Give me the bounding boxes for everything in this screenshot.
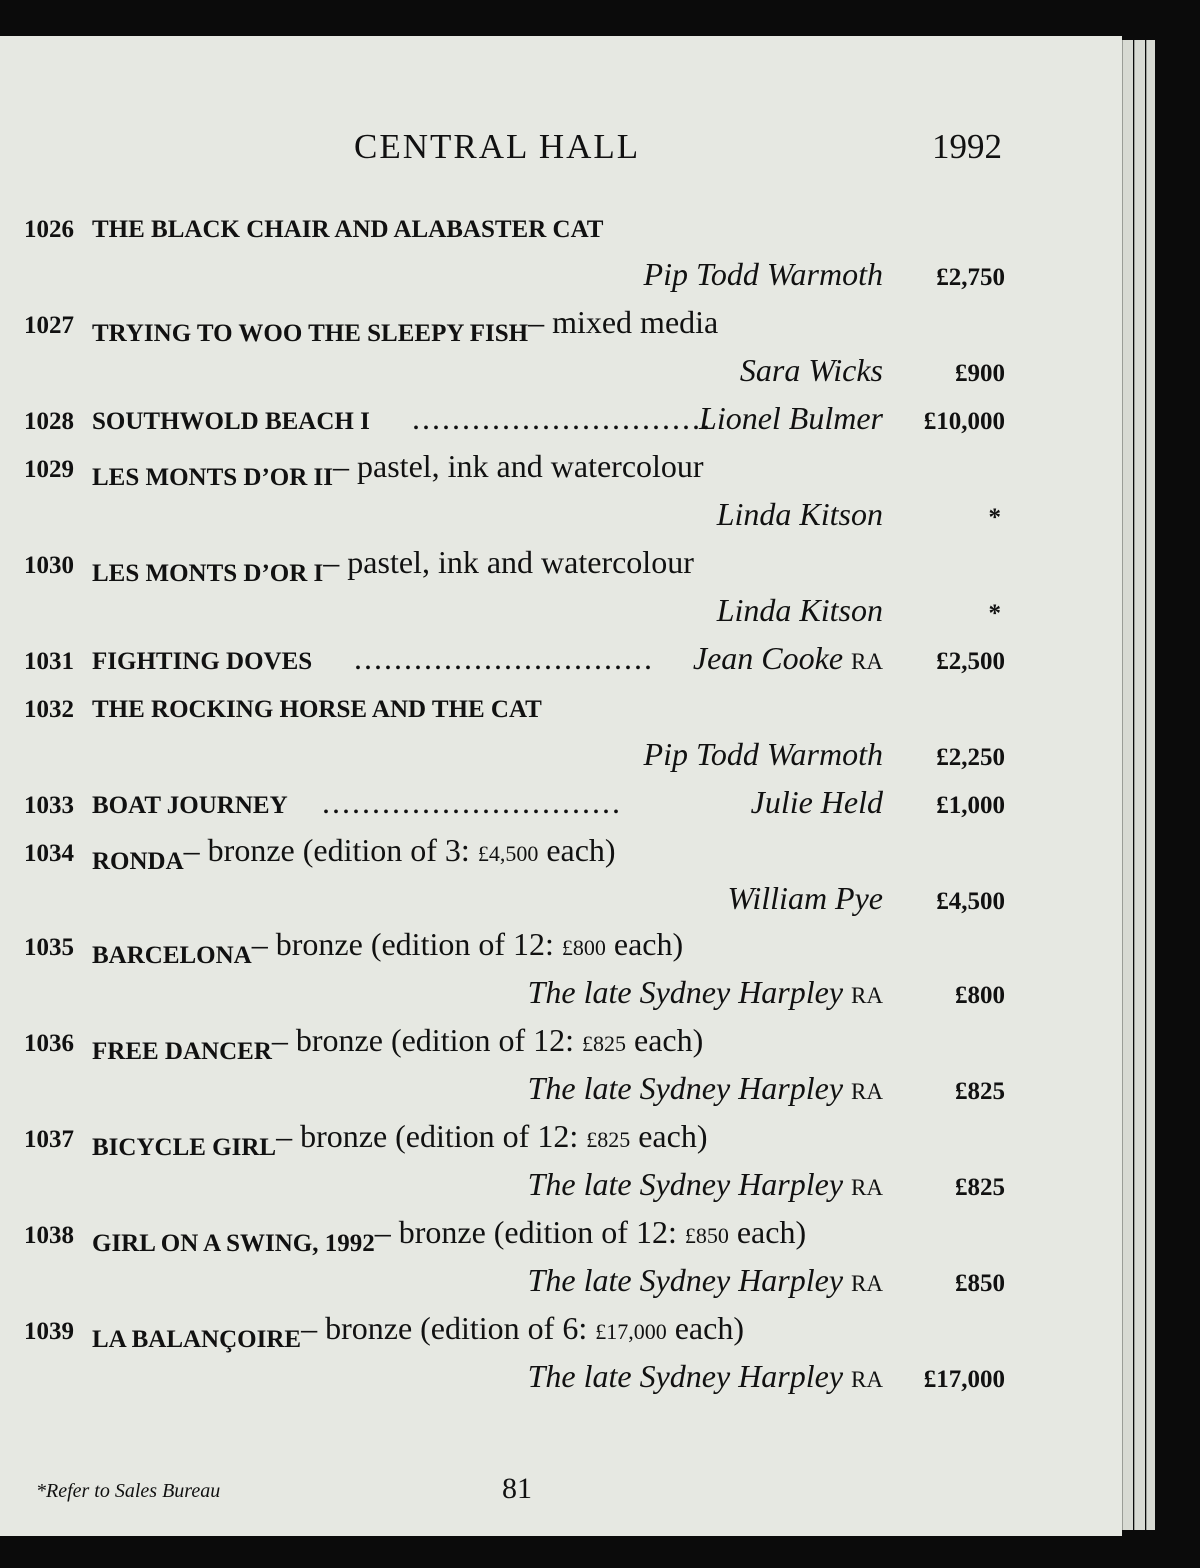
entry-medium: – bronze (edition of 12: <box>271 1022 583 1058</box>
entry-title-line <box>24 1310 1009 1358</box>
page-edge <box>1134 40 1145 1530</box>
entry-title: BOAT JOURNEY <box>92 792 288 819</box>
footnote: *Refer to Sales Bureau <box>36 1480 221 1502</box>
entry-medium: – pastel, ink and watercolour <box>323 544 694 580</box>
entry-artist-line <box>24 974 1009 1022</box>
entry-artist-line <box>24 496 1009 544</box>
entry-title: LA BALANÇOIRE <box>92 1326 302 1353</box>
entry-number: 1028 <box>24 408 74 435</box>
entry-artist: The late Sydney Harpley <box>527 974 844 1010</box>
entry-line <box>24 640 1009 688</box>
entry-title-line <box>24 1214 1009 1262</box>
entry-title-group <box>92 544 694 587</box>
entry-price: £825 <box>955 1078 1005 1105</box>
entry-artist-line <box>24 1262 1009 1310</box>
entry-line <box>24 400 1009 448</box>
entry-price: * <box>988 600 1001 627</box>
entry-title-line <box>24 926 1009 974</box>
entry-line <box>24 784 1009 832</box>
entry-artist-line <box>24 1070 1009 1118</box>
page-year: 1992 <box>932 127 1002 166</box>
edition-price: £17,000 <box>595 1319 667 1344</box>
entry-artist: Linda Kitson <box>716 592 883 628</box>
entry-ra: RA <box>851 1367 883 1392</box>
entry-number: 1031 <box>24 648 74 675</box>
entry-price: * <box>988 504 1001 531</box>
entry-number: 1039 <box>24 1318 74 1345</box>
entry-ra: RA <box>851 983 883 1008</box>
entry-artist-group <box>528 1262 883 1299</box>
edition-price: £825 <box>582 1031 627 1056</box>
entry-artist: William Pye <box>727 880 883 916</box>
entry-artist: The late Sydney Harpley <box>527 1358 844 1394</box>
entry-title-group <box>92 1022 704 1065</box>
entry-medium: – bronze (edition of 12: <box>251 926 562 962</box>
entry-artist-group <box>528 1166 883 1203</box>
entry-title-line <box>24 208 1009 256</box>
page-edge <box>1146 40 1155 1530</box>
entry-title-line <box>24 832 1009 880</box>
entry-price: £17,000 <box>923 1366 1005 1393</box>
page-title: CENTRAL HALL <box>354 127 641 166</box>
entry-medium-end: each) <box>666 1310 744 1346</box>
entry-title-line <box>24 448 1009 496</box>
entry-price: £800 <box>955 982 1005 1009</box>
entry-artist: Lionel Bulmer <box>699 400 883 436</box>
entry-artist-line <box>24 880 1009 928</box>
entry-medium-end: each) <box>626 1022 704 1058</box>
entry-medium-end: each) <box>630 1118 708 1154</box>
entry-title: FIGHTING DOVES <box>92 648 313 675</box>
entry-artist-line <box>24 592 1009 640</box>
entry-price: £2,500 <box>936 648 1005 675</box>
entry-price: £4,500 <box>936 888 1005 915</box>
entry-artist-group <box>693 640 883 677</box>
entry-artist-line <box>24 1358 1009 1406</box>
entry-number: 1033 <box>24 792 74 819</box>
entry-number: 1026 <box>24 216 74 243</box>
entry-title-group <box>92 926 684 969</box>
entry-title: LES MONTS D’OR I <box>92 560 324 587</box>
page-edge <box>1122 40 1133 1530</box>
entry-title: THE BLACK CHAIR AND ALABASTER CAT <box>92 216 604 243</box>
entry-medium: – bronze (edition of 3: <box>183 832 478 868</box>
entry-number: 1027 <box>24 312 74 339</box>
entry-number: 1036 <box>24 1030 74 1057</box>
entry-title: TRYING TO WOO THE SLEEPY FISH <box>92 320 529 347</box>
entry-number: 1030 <box>24 552 74 579</box>
entry-medium-end: each) <box>728 1214 807 1250</box>
entry-artist: Sara Wicks <box>739 352 883 388</box>
page-number: 81 <box>502 1472 532 1505</box>
entry-title-line <box>24 688 1009 736</box>
edition-price: £4,500 <box>477 841 539 866</box>
entry-price: £825 <box>955 1174 1005 1201</box>
entry-price: £900 <box>955 360 1005 387</box>
entry-artist: The late Sydney Harpley <box>527 1166 844 1202</box>
entry-ra: RA <box>851 649 883 674</box>
entry-medium: – bronze (edition of 12: <box>374 1214 685 1250</box>
entry-number: 1038 <box>24 1222 74 1249</box>
entry-artist: Pip Todd Warmoth <box>643 736 883 772</box>
entry-price: £2,750 <box>936 264 1005 291</box>
entry-title: RONDA <box>92 848 184 875</box>
edition-price: £825 <box>586 1127 631 1152</box>
entry-medium-end: each) <box>538 832 616 868</box>
entry-title-line <box>24 1118 1009 1166</box>
entry-title-line <box>24 1022 1009 1070</box>
entry-title-group <box>92 448 704 491</box>
entry-title: THE ROCKING HORSE AND THE CAT <box>92 696 542 723</box>
entry-title-group <box>92 1310 744 1353</box>
entry-title-group <box>92 1118 708 1161</box>
entry-title: LES MONTS D’OR II <box>92 464 334 491</box>
leader-dots: .............................. <box>412 400 712 436</box>
entry-artist-line <box>24 1166 1009 1214</box>
entry-medium: – pastel, ink and watercolour <box>333 448 704 484</box>
entry-number: 1029 <box>24 456 74 483</box>
entry-ra: RA <box>851 1079 883 1104</box>
entry-title: BARCELONA <box>92 942 252 969</box>
entry-medium: – bronze (edition of 6: <box>301 1310 596 1346</box>
entry-artist: The late Sydney Harpley <box>527 1070 844 1106</box>
entry-artist: Jean Cooke <box>692 640 844 676</box>
entry-artist-group <box>528 1358 883 1395</box>
entry-medium: – mixed media <box>528 304 719 340</box>
entry-title: SOUTHWOLD BEACH I <box>92 408 370 435</box>
entry-title-line <box>24 544 1009 592</box>
entry-number: 1037 <box>24 1126 74 1153</box>
entry-title-group <box>92 304 719 347</box>
entry-artist: Julie Held <box>750 784 883 820</box>
entry-medium: – bronze (edition of 12: <box>276 1118 587 1154</box>
entry-artist-group <box>528 974 883 1011</box>
entry-price: £10,000 <box>923 408 1005 435</box>
entry-medium-end: each) <box>605 926 684 962</box>
leader-dots: .............................. <box>354 640 654 676</box>
entry-title-group <box>92 1214 807 1257</box>
entry-artist-group <box>528 1070 883 1107</box>
edition-price: £800 <box>561 935 606 960</box>
entry-artist-line <box>24 736 1009 784</box>
entry-price: £850 <box>955 1270 1005 1297</box>
entry-price: £1,000 <box>936 792 1005 819</box>
entry-title-group <box>92 832 616 875</box>
entry-artist-line <box>24 256 1009 304</box>
entry-title: BICYCLE GIRL <box>92 1134 277 1161</box>
entry-number: 1032 <box>24 696 74 723</box>
entry-title-line <box>24 304 1009 352</box>
entry-ra: RA <box>851 1271 883 1296</box>
entry-ra: RA <box>851 1175 883 1200</box>
entry-artist: Linda Kitson <box>716 496 883 532</box>
edition-price: £850 <box>684 1223 729 1248</box>
entry-number: 1035 <box>24 934 74 961</box>
entry-price: £2,250 <box>936 744 1005 771</box>
entry-artist: The late Sydney Harpley <box>527 1262 844 1298</box>
entry-title: GIRL ON A SWING, 1992 <box>92 1230 375 1257</box>
leader-dots: .............................. <box>322 784 622 820</box>
entry-number: 1034 <box>24 840 74 867</box>
entry-artist-line <box>24 352 1009 400</box>
entry-title: FREE DANCER <box>92 1038 272 1065</box>
entry-artist: Pip Todd Warmoth <box>643 256 883 292</box>
